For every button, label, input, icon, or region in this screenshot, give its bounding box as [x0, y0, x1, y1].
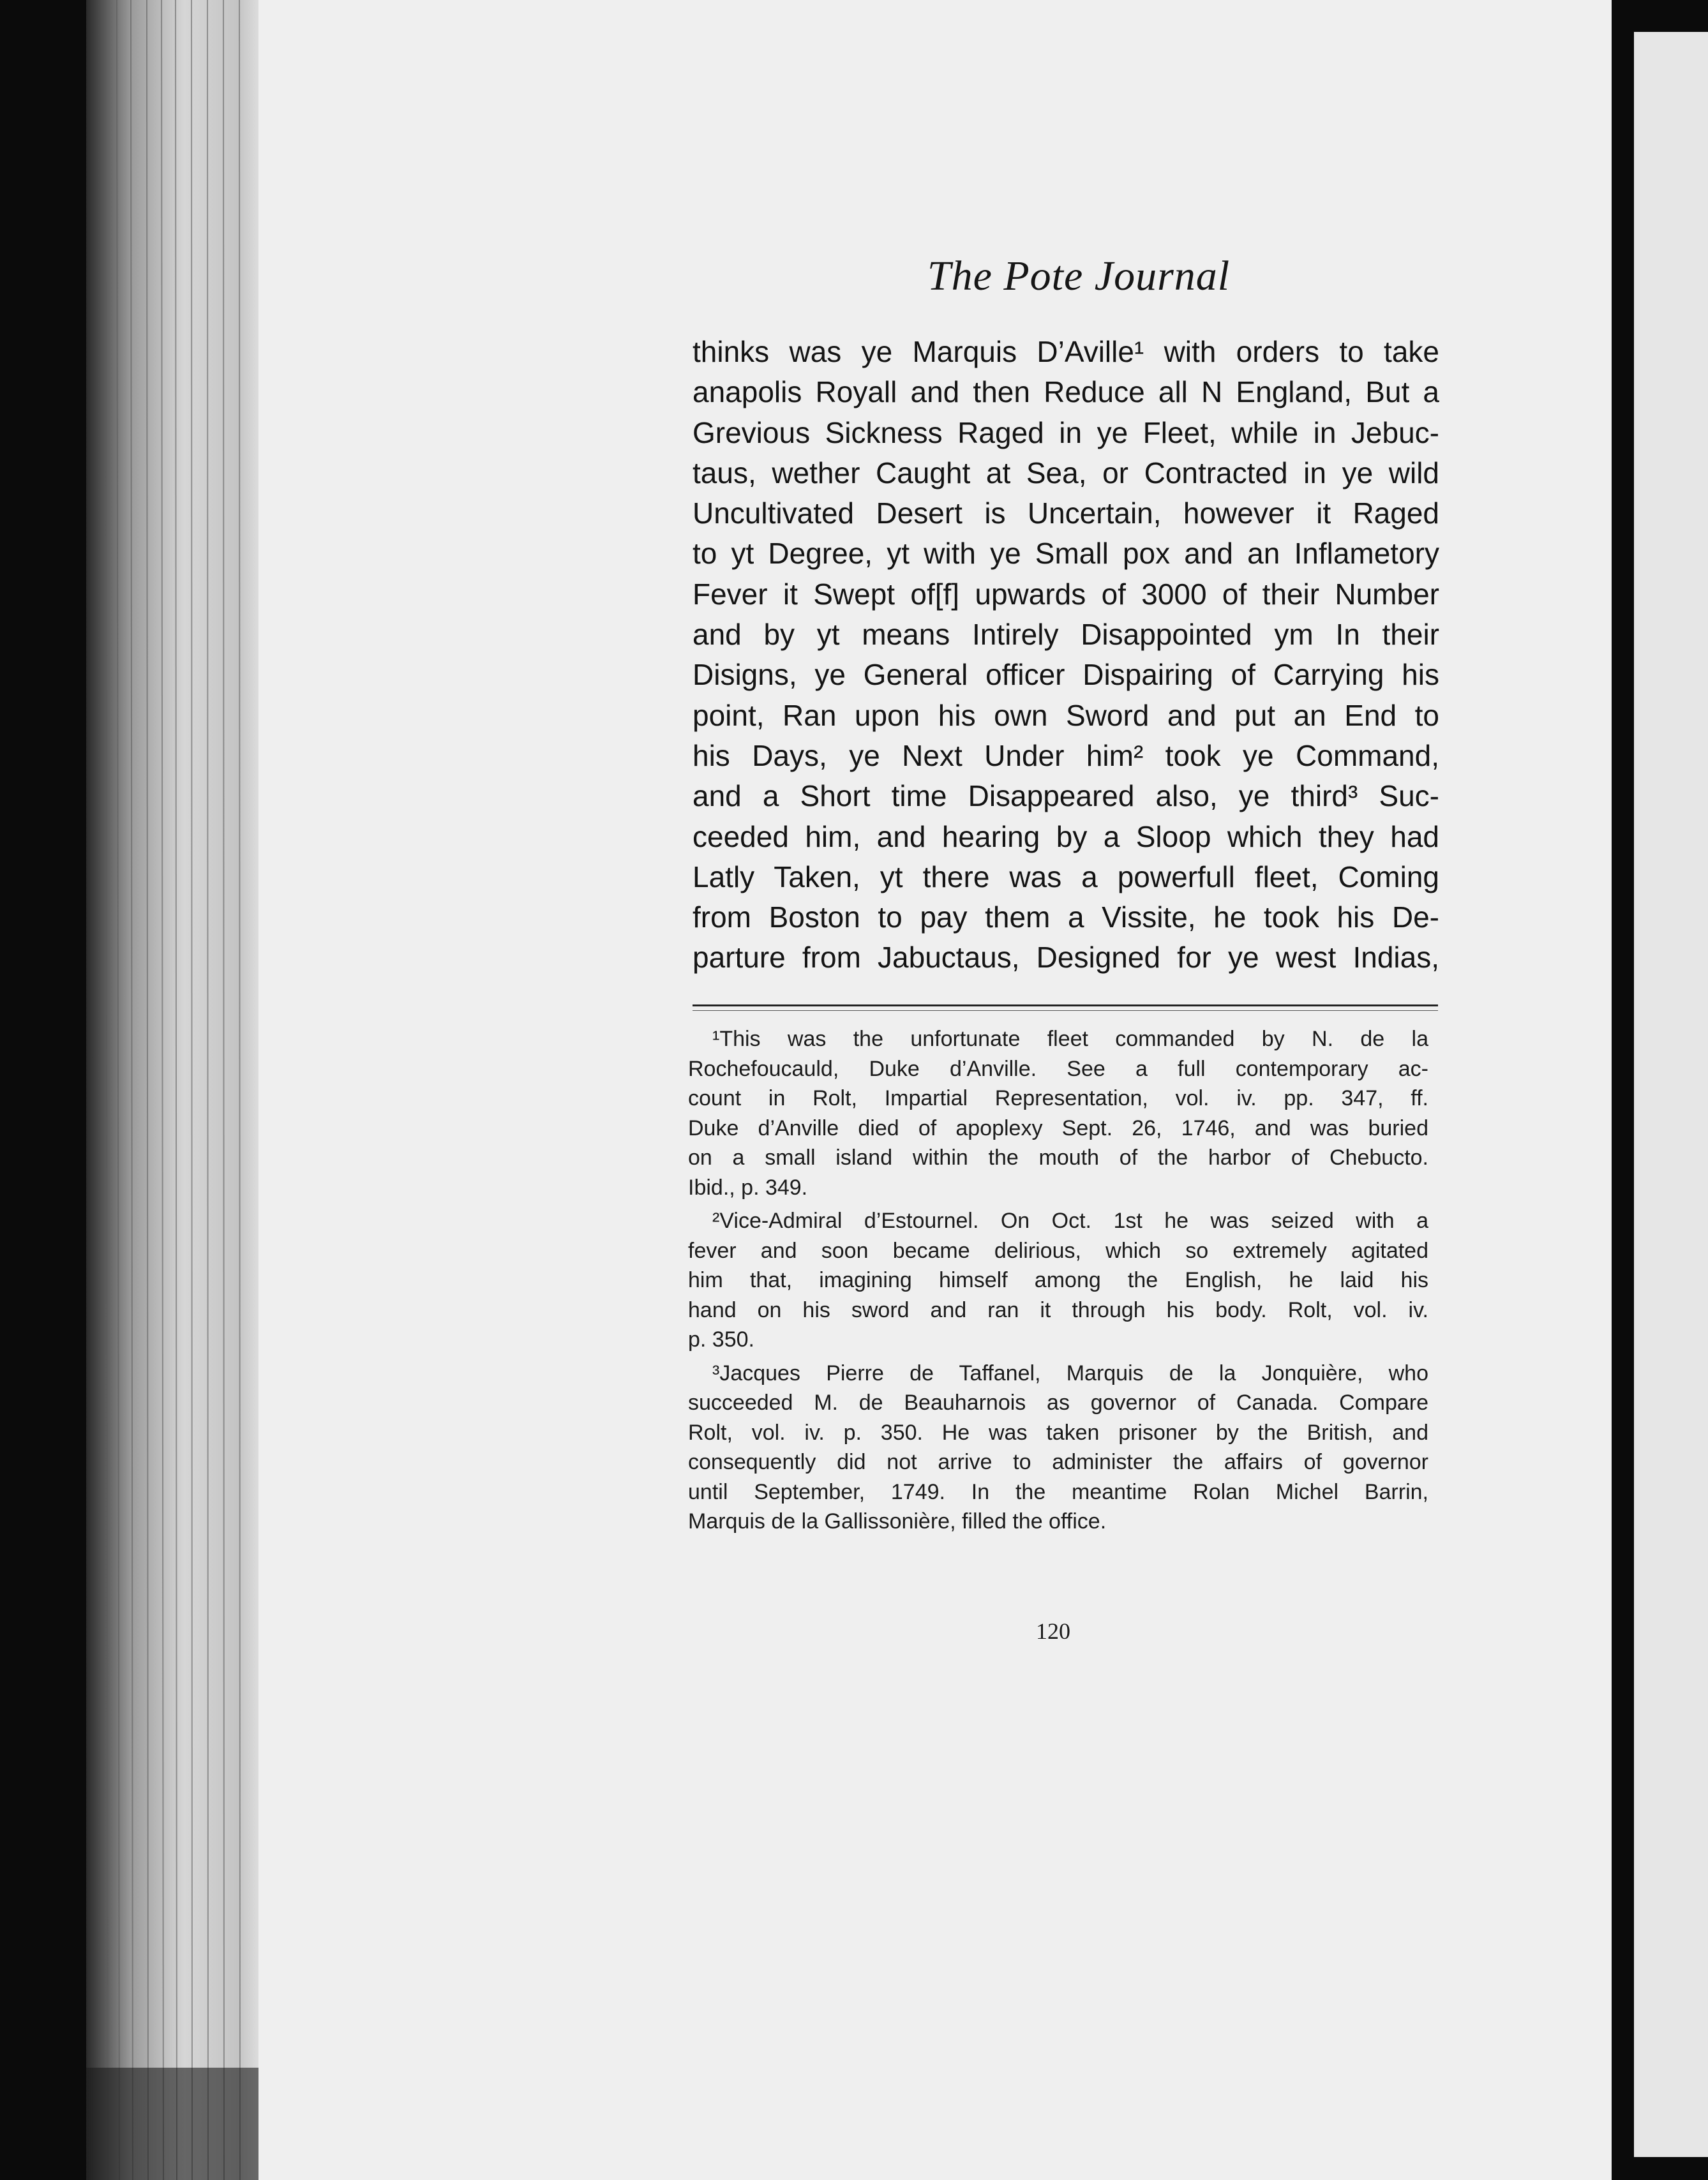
- footnote-line: p. 350.: [688, 1327, 754, 1352]
- running-head: The Pote Journal: [927, 253, 1231, 299]
- body-line: from Boston to pay them a Vissite, he took his De-: [693, 900, 1439, 934]
- footnote: [688, 1206, 1428, 1355]
- footnote-line: Ibid., p. 349.: [688, 1175, 808, 1200]
- footnote-line: Duke d’Anville died of apoplexy Sept. 26, 1746, and was buried: [688, 1116, 1428, 1140]
- footnote-line: Marquis de la Gallissonière, filled the office.: [688, 1509, 1107, 1534]
- body-line: parture from Jabuctaus, Designed for ye west Indias,: [693, 941, 1439, 974]
- body-line: and by yt means Intirely Disappointed ym In their: [693, 618, 1439, 652]
- body-line: point, Ran upon his own Sword and put an End to: [693, 698, 1439, 732]
- footnote-line: Rochefoucauld, Duke d’Anville. See a full contemporary ac-: [688, 1056, 1428, 1081]
- footnote-line: ¹This was the unfortunate fleet commanded by N. de la: [712, 1027, 1428, 1051]
- body-line: Latly Taken, yt there was a powerfull fleet, Coming: [693, 860, 1439, 893]
- body-line: and a Short time Disappeared also, ye third³ Suc-: [693, 779, 1439, 813]
- footnote-line: consequently did not arrive to administer the affairs of governor: [688, 1450, 1428, 1474]
- footnote-rule: [693, 1004, 1438, 1006]
- body-line: taus, wether Caught at Sea, or Contracted in ye wild: [693, 456, 1439, 489]
- page-number: 120: [1036, 1618, 1070, 1644]
- footnote-line: until September, 1749. In the meantime Rolan Michel Barrin,: [688, 1479, 1428, 1504]
- footnote-line: hand on his sword and ran it through his body. Rolt, vol. iv.: [688, 1297, 1428, 1322]
- body-line: Uncultivated Desert is Uncertain, however it Raged: [693, 496, 1439, 530]
- body-line: anapolis Royall and then Reduce all N England, But a: [693, 375, 1439, 409]
- footnote-line: succeeded M. de Beauharnois as governor of Canada. Compare: [688, 1391, 1428, 1415]
- body-line: thinks was ye Marquis D’Aville¹ with orders to take: [693, 335, 1439, 368]
- footnote: [688, 1359, 1428, 1537]
- footnote-line: fever and soon became delirious, which so extremely agitated: [688, 1238, 1428, 1263]
- facing-page-edge: [1634, 32, 1708, 2157]
- footnote-line: ²Vice-Admiral d’Estournel. On Oct. 1st he was seized with a: [712, 1209, 1428, 1233]
- footnote: [688, 1024, 1428, 1202]
- footnote-line: ³Jacques Pierre de Taffanel, Marquis de la Jonquière, who: [712, 1361, 1428, 1385]
- body-line: Grevious Sickness Raged in ye Fleet, while in Jebuc-: [693, 415, 1439, 449]
- body-text: [693, 332, 1439, 978]
- footnote-line: him that, imagining himself among the English, he laid his: [688, 1268, 1428, 1292]
- body-line: Fever it Swept of[f] upwards of 3000 of their Number: [693, 577, 1439, 611]
- footnote-line: Rolt, vol. iv. p. 350. He was taken prisoner by the British, and: [688, 1420, 1428, 1445]
- footnotes: [688, 1024, 1428, 1541]
- body-line: Disigns, ye General officer Dispairing of Carrying his: [693, 658, 1439, 692]
- body-line: his Days, ye Next Under him² took ye Command,: [693, 738, 1439, 772]
- page-edges-stack: [86, 0, 265, 2180]
- footnote-line: on a small island within the mouth of the harbor of Chebucto.: [688, 1146, 1428, 1170]
- body-line: to yt Degree, yt with ye Small pox and an Inflametory: [693, 537, 1439, 571]
- body-line: ceeded him, and hearing by a Sloop which they had: [693, 819, 1439, 853]
- footnote-line: count in Rolt, Impartial Representation, vol. iv. pp. 347, ff.: [688, 1086, 1428, 1110]
